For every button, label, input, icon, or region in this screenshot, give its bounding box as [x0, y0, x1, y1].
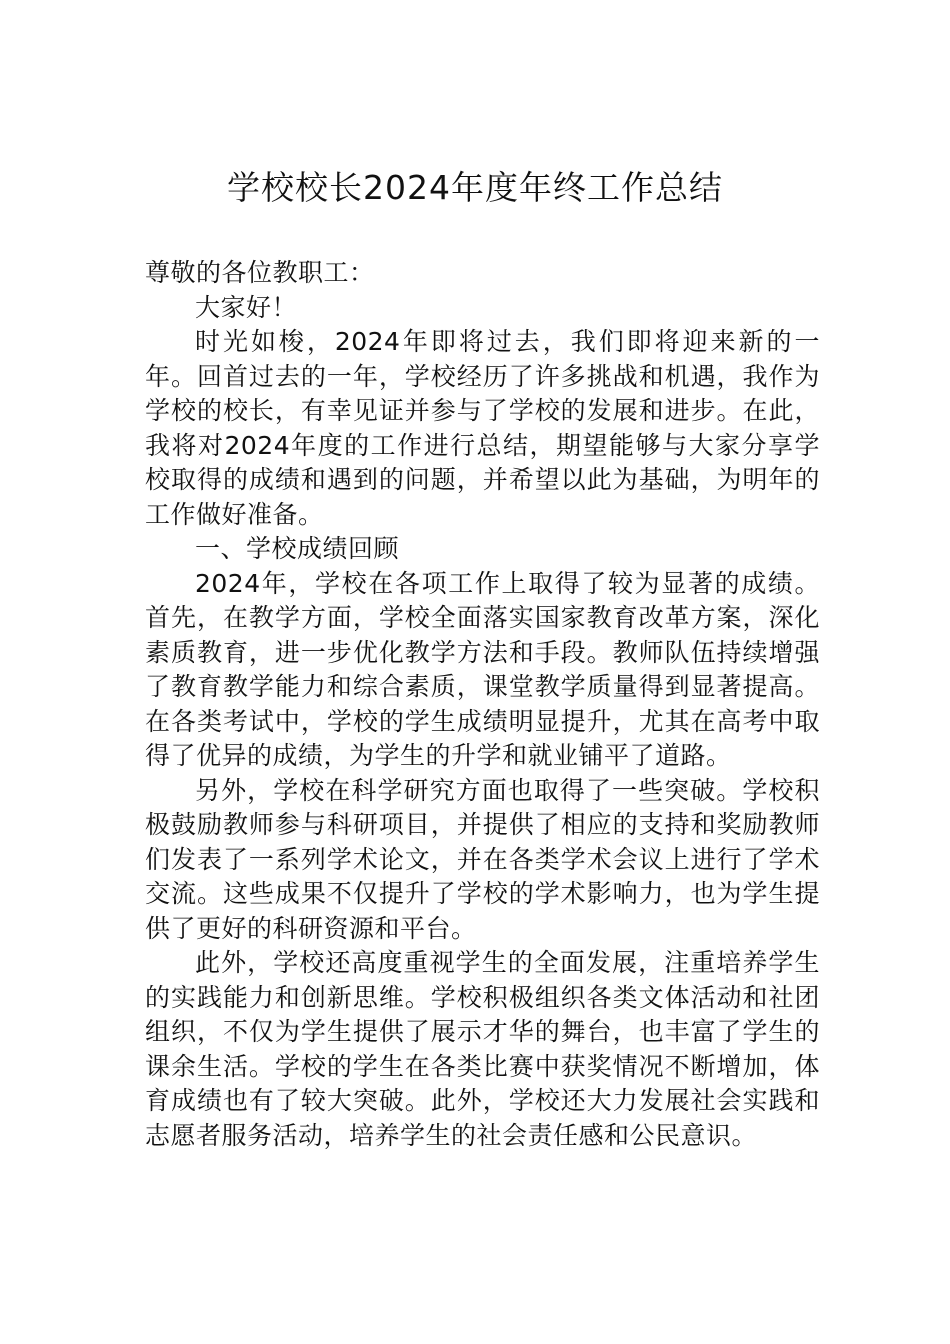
- greeting: 大家好！: [195, 292, 298, 322]
- paragraph-student-development: 此外，学校还高度重视学生的全面发展，注重培养学生的实践能力和创新思维。学校积极组织各类文体活动和社团组织，不仅为学生提供了展示才华的舞台，也丰富了学生的课余生活。学校的学生在各类比赛中获奖情况不断增加，体育成绩也有了较大突破。此外，学校还大力发展社会实践和志愿者服务活动，培养学生的社会责任感和公民意识。: [145, 948, 820, 1150]
- document-title: 学校校长2024年度年终工作总结: [227, 168, 723, 207]
- paragraph-research: 另外，学校在科学研究方面也取得了一些突破。学校积极鼓励教师参与科研项目，并提供了相应的支持和奖励教师们发表了一系列学术论文，并在各类学术会议上进行了学术交流。这些成果不仅提升了学校的学术影响力，也为学生提供了更好的科研资源和平台。: [145, 775, 820, 943]
- paragraph-intro: 时光如梭，2024年即将过去，我们即将迎来新的一年。回首过去的一年，学校经历了许多挑战和机遇，我作为学校的校长，有幸见证并参与了学校的发展和进步。在此，我将对2024年度的工作进行总结，期望能够与大家分享学校取得的成绩和遇到的问题，并希望以此为基础，为明年的工作做好准备。: [145, 327, 820, 529]
- document-body: [145, 256, 820, 1153]
- salutation: 尊敬的各位教职工：: [145, 258, 375, 287]
- paragraph-teaching: 2024年，学校在各项工作上取得了较为显著的成绩。首先，在教学方面，学校全面落实国家教育改革方案，深化素质教育，进一步优化教学方法和手段。教师队伍持续增强了教育教学能力和综合素质，课堂教学质量得到显著提高。在各类考试中，学校的学生成绩明显提升，尤其在高考中取得了优异的成绩，为学生的升学和就业铺平了道路。: [145, 568, 820, 770]
- section-heading: 一、学校成绩回顾: [195, 534, 400, 563]
